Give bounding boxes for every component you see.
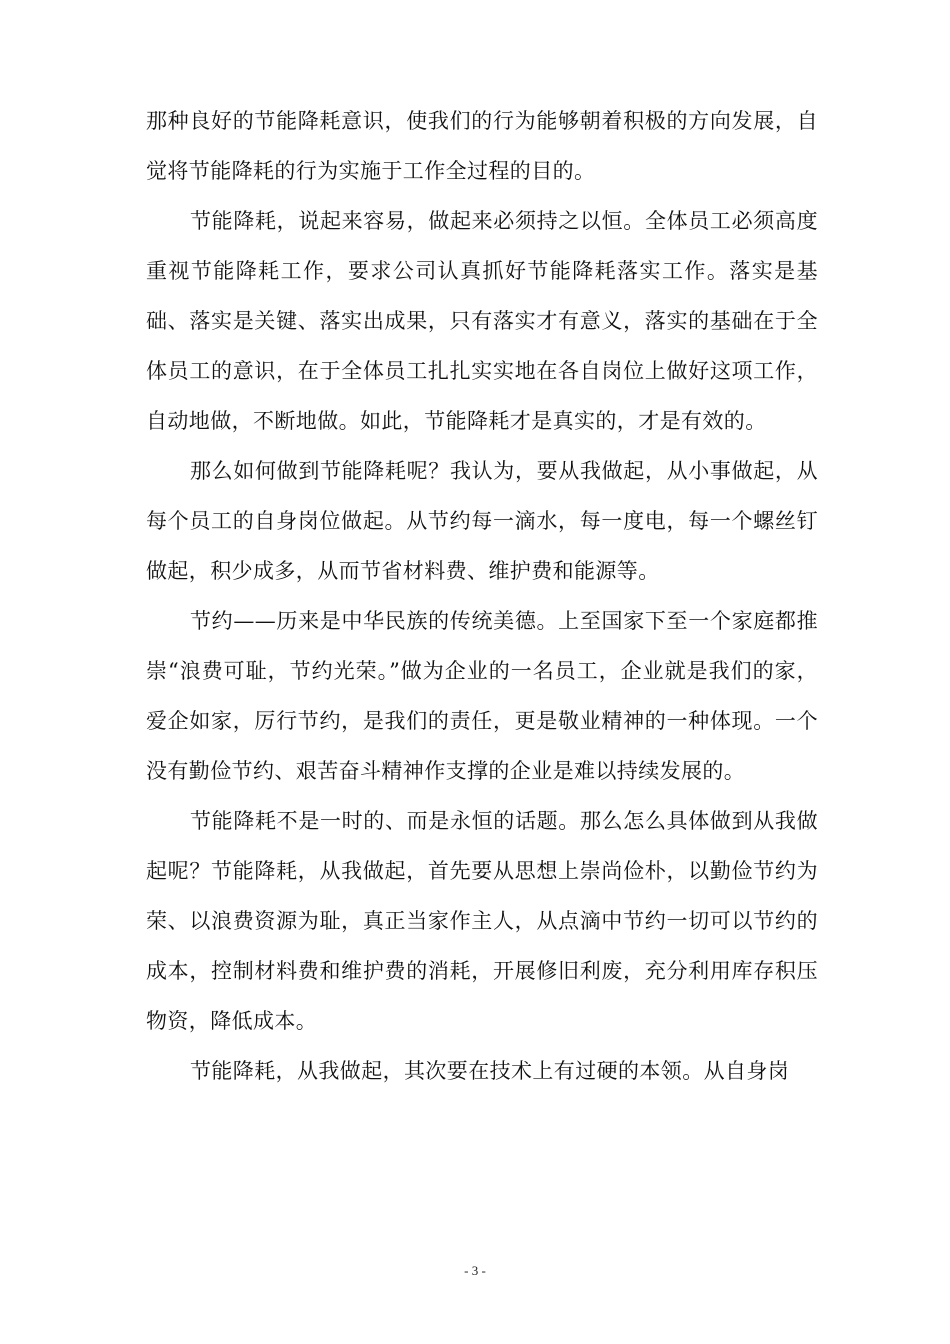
paragraph-continued: 那种良好的节能降耗意识，使我们的行为能够朝着积极的方向发展，自觉将节能降耗的行为实施于工作全过程的目的。	[146, 109, 818, 183]
document-body	[146, 96, 818, 1096]
page-number: - 3 -	[464, 1263, 486, 1278]
paragraph: 节能降耗，说起来容易，做起来必须持之以恒。全体员工必须高度重视节能降耗工作，要求公司认真抓好节能降耗落实工作。落实是基础、落实是关键、落实出成果，只有落实才有意义，落实的基础在于全体员工的意识，在于全体员工扎扎实实地在各自岗位上做好这项工作，自动地做，不断地做。如此，节能降耗才是真实的，才是有效的。	[146, 209, 818, 433]
paragraph: 节能降耗，从我做起，其次要在技术上有过硬的本领。从自身岗	[190, 1059, 790, 1083]
paragraph: 那么如何做到节能降耗呢？我认为，要从我做起，从小事做起，从每个员工的自身岗位做起。从节约每一滴水，每一度电，每一个螺丝钉做起，积少成多，从而节省材料费、维护费和能源等。	[146, 459, 818, 583]
paragraph: 节约——历来是中华民族的传统美德。上至国家下至一个家庭都推崇“浪费可耻，节约光荣。”做为企业的一名员工，企业就是我们的家，爱企如家，厉行节约，是我们的责任，更是敬业精神的一种体现。一个没有勤俭节约、艰苦奋斗精神作支撑的企业是难以持续发展的。	[146, 609, 818, 783]
paragraph: 节能降耗不是一时的、而是永恒的话题。那么怎么具体做到从我做起呢？节能降耗，从我做起，首先要从思想上崇尚俭朴，以勤俭节约为荣、以浪费资源为耻，真正当家作主人，从点滴中节约一切可以节约的成本，控制材料费和维护费的消耗，开展修旧利废，充分利用库存积压物资，降低成本。	[146, 809, 818, 1033]
